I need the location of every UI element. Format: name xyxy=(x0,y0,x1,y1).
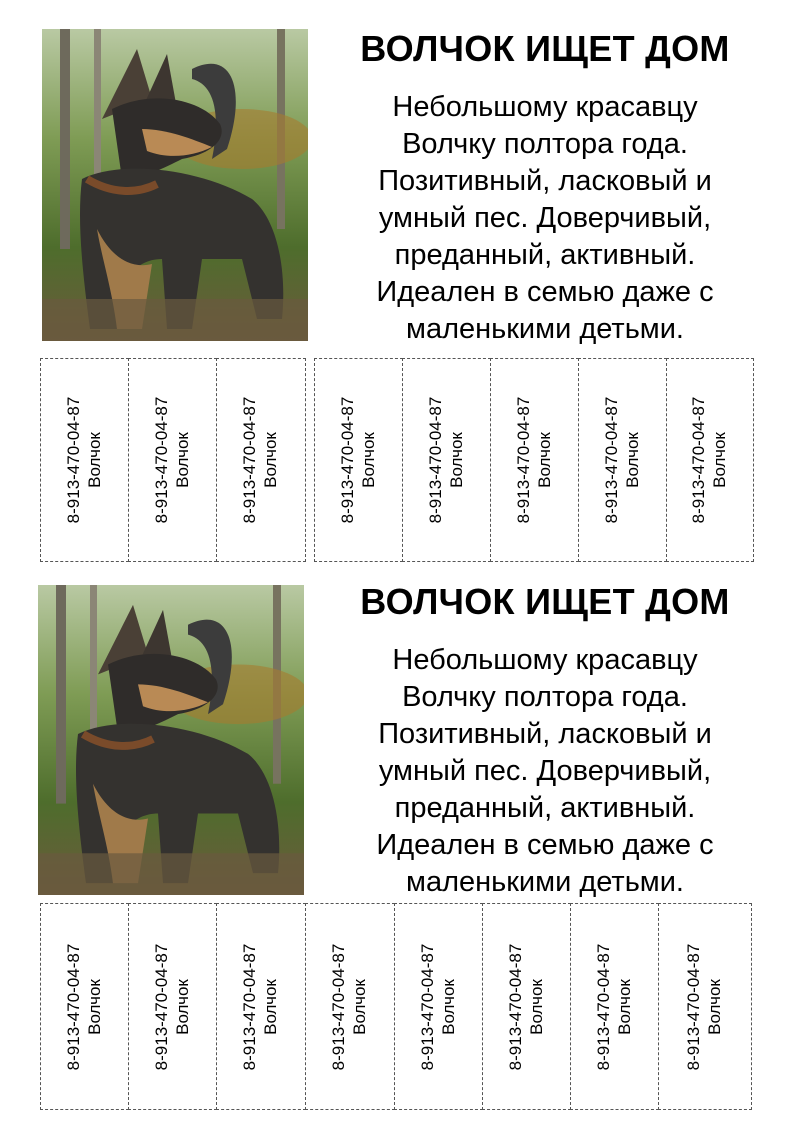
tab-name: Волчок xyxy=(534,432,554,488)
tear-off-tab[interactable] xyxy=(666,358,754,562)
tab-name: Волчок xyxy=(526,978,546,1035)
tab-name: Волчок xyxy=(614,978,634,1035)
description-line: Небольшому красавцу xyxy=(392,91,698,123)
tab-name: Волчок xyxy=(710,432,729,488)
tab-name: Волчок xyxy=(172,978,192,1035)
tab-name: Волчок xyxy=(84,978,104,1035)
description-line: Идеален в семью даже с xyxy=(376,276,714,308)
tear-off-tab[interactable] xyxy=(216,358,306,562)
tab-name: Волчок xyxy=(84,432,104,488)
tear-off-tabs xyxy=(40,903,752,1110)
tab-name: Волчок xyxy=(622,432,642,488)
tear-off-tab[interactable] xyxy=(216,903,306,1110)
tab-phone: 8-913-470-04-87 xyxy=(329,943,348,1070)
tear-off-tab[interactable] xyxy=(490,358,579,562)
description-line: Идеален в семью даже с xyxy=(376,829,714,861)
tab-phone: 8-913-470-04-87 xyxy=(63,943,83,1070)
tab-name: Волчок xyxy=(446,432,466,488)
dog-photo-icon xyxy=(38,585,304,895)
tab-phone: 8-913-470-04-87 xyxy=(151,396,171,524)
tab-name: Волчок xyxy=(438,978,458,1035)
flyer-description xyxy=(335,89,755,348)
tab-phone: 8-913-470-04-87 xyxy=(593,943,613,1070)
description-line: умный пес. Доверчивый, xyxy=(378,755,712,787)
tab-phone: 8-913-470-04-87 xyxy=(151,943,171,1070)
tear-off-tab[interactable] xyxy=(570,903,659,1110)
tab-phone: 8-913-470-04-87 xyxy=(417,943,437,1070)
dog-photo xyxy=(38,585,304,895)
tab-phone: 8-913-470-04-87 xyxy=(601,396,621,524)
tear-off-tab[interactable] xyxy=(128,903,217,1110)
tab-name: Волчок xyxy=(358,432,378,488)
tab-phone: 8-913-470-04-87 xyxy=(689,396,708,524)
tab-name: Волчок xyxy=(261,978,280,1035)
tab-phone: 8-913-470-04-87 xyxy=(505,943,525,1070)
tear-off-tabs xyxy=(40,358,754,562)
tab-phone: 8-913-470-04-87 xyxy=(337,396,357,524)
tab-phone: 8-913-470-04-87 xyxy=(513,396,533,524)
tear-off-tab[interactable] xyxy=(40,903,129,1110)
tab-name: Волчок xyxy=(350,978,369,1035)
dog-photo xyxy=(42,29,308,341)
tear-off-tab[interactable] xyxy=(402,358,491,562)
tear-off-tab[interactable] xyxy=(394,903,483,1110)
tear-off-tab[interactable] xyxy=(40,358,129,562)
description-line: Волчку полтора года. xyxy=(402,128,688,160)
tear-off-tab[interactable] xyxy=(128,358,217,562)
description-line: Волчку полтора года. xyxy=(402,681,688,713)
description-line: Позитивный, ласковый и xyxy=(378,718,712,750)
tear-off-tab[interactable] xyxy=(305,903,395,1110)
description-line: преданный, активный. xyxy=(394,239,696,271)
tab-phone: 8-913-470-04-87 xyxy=(240,396,259,524)
dog-photo-icon xyxy=(42,29,308,341)
tab-name: Волчок xyxy=(172,432,192,488)
description-line: маленькими детьми. xyxy=(406,866,684,898)
tab-phone: 8-913-470-04-87 xyxy=(240,943,259,1070)
tab-phone: 8-913-470-04-87 xyxy=(684,943,703,1070)
flyer-description xyxy=(335,642,755,901)
description-line: преданный, активный. xyxy=(394,792,696,824)
description-line: маленькими детьми. xyxy=(406,313,684,345)
description-line: Позитивный, ласковый и xyxy=(378,165,712,197)
tear-off-tab[interactable] xyxy=(578,358,667,562)
flyer-title: ВОЛЧОК ИЩЕТ ДОМ xyxy=(360,28,730,69)
tear-off-tab[interactable] xyxy=(658,903,752,1110)
tear-off-tab[interactable] xyxy=(314,358,403,562)
flyer-title: ВОЛЧОК ИЩЕТ ДОМ xyxy=(360,581,730,622)
tab-phone: 8-913-470-04-87 xyxy=(425,396,445,524)
tear-off-tab[interactable] xyxy=(482,903,571,1110)
tab-name: Волчок xyxy=(705,978,724,1035)
tab-name: Волчок xyxy=(261,432,280,488)
tab-phone: 8-913-470-04-87 xyxy=(63,396,83,524)
description-line: умный пес. Доверчивый, xyxy=(378,202,712,234)
description-line: Небольшому красавцу xyxy=(392,644,698,676)
